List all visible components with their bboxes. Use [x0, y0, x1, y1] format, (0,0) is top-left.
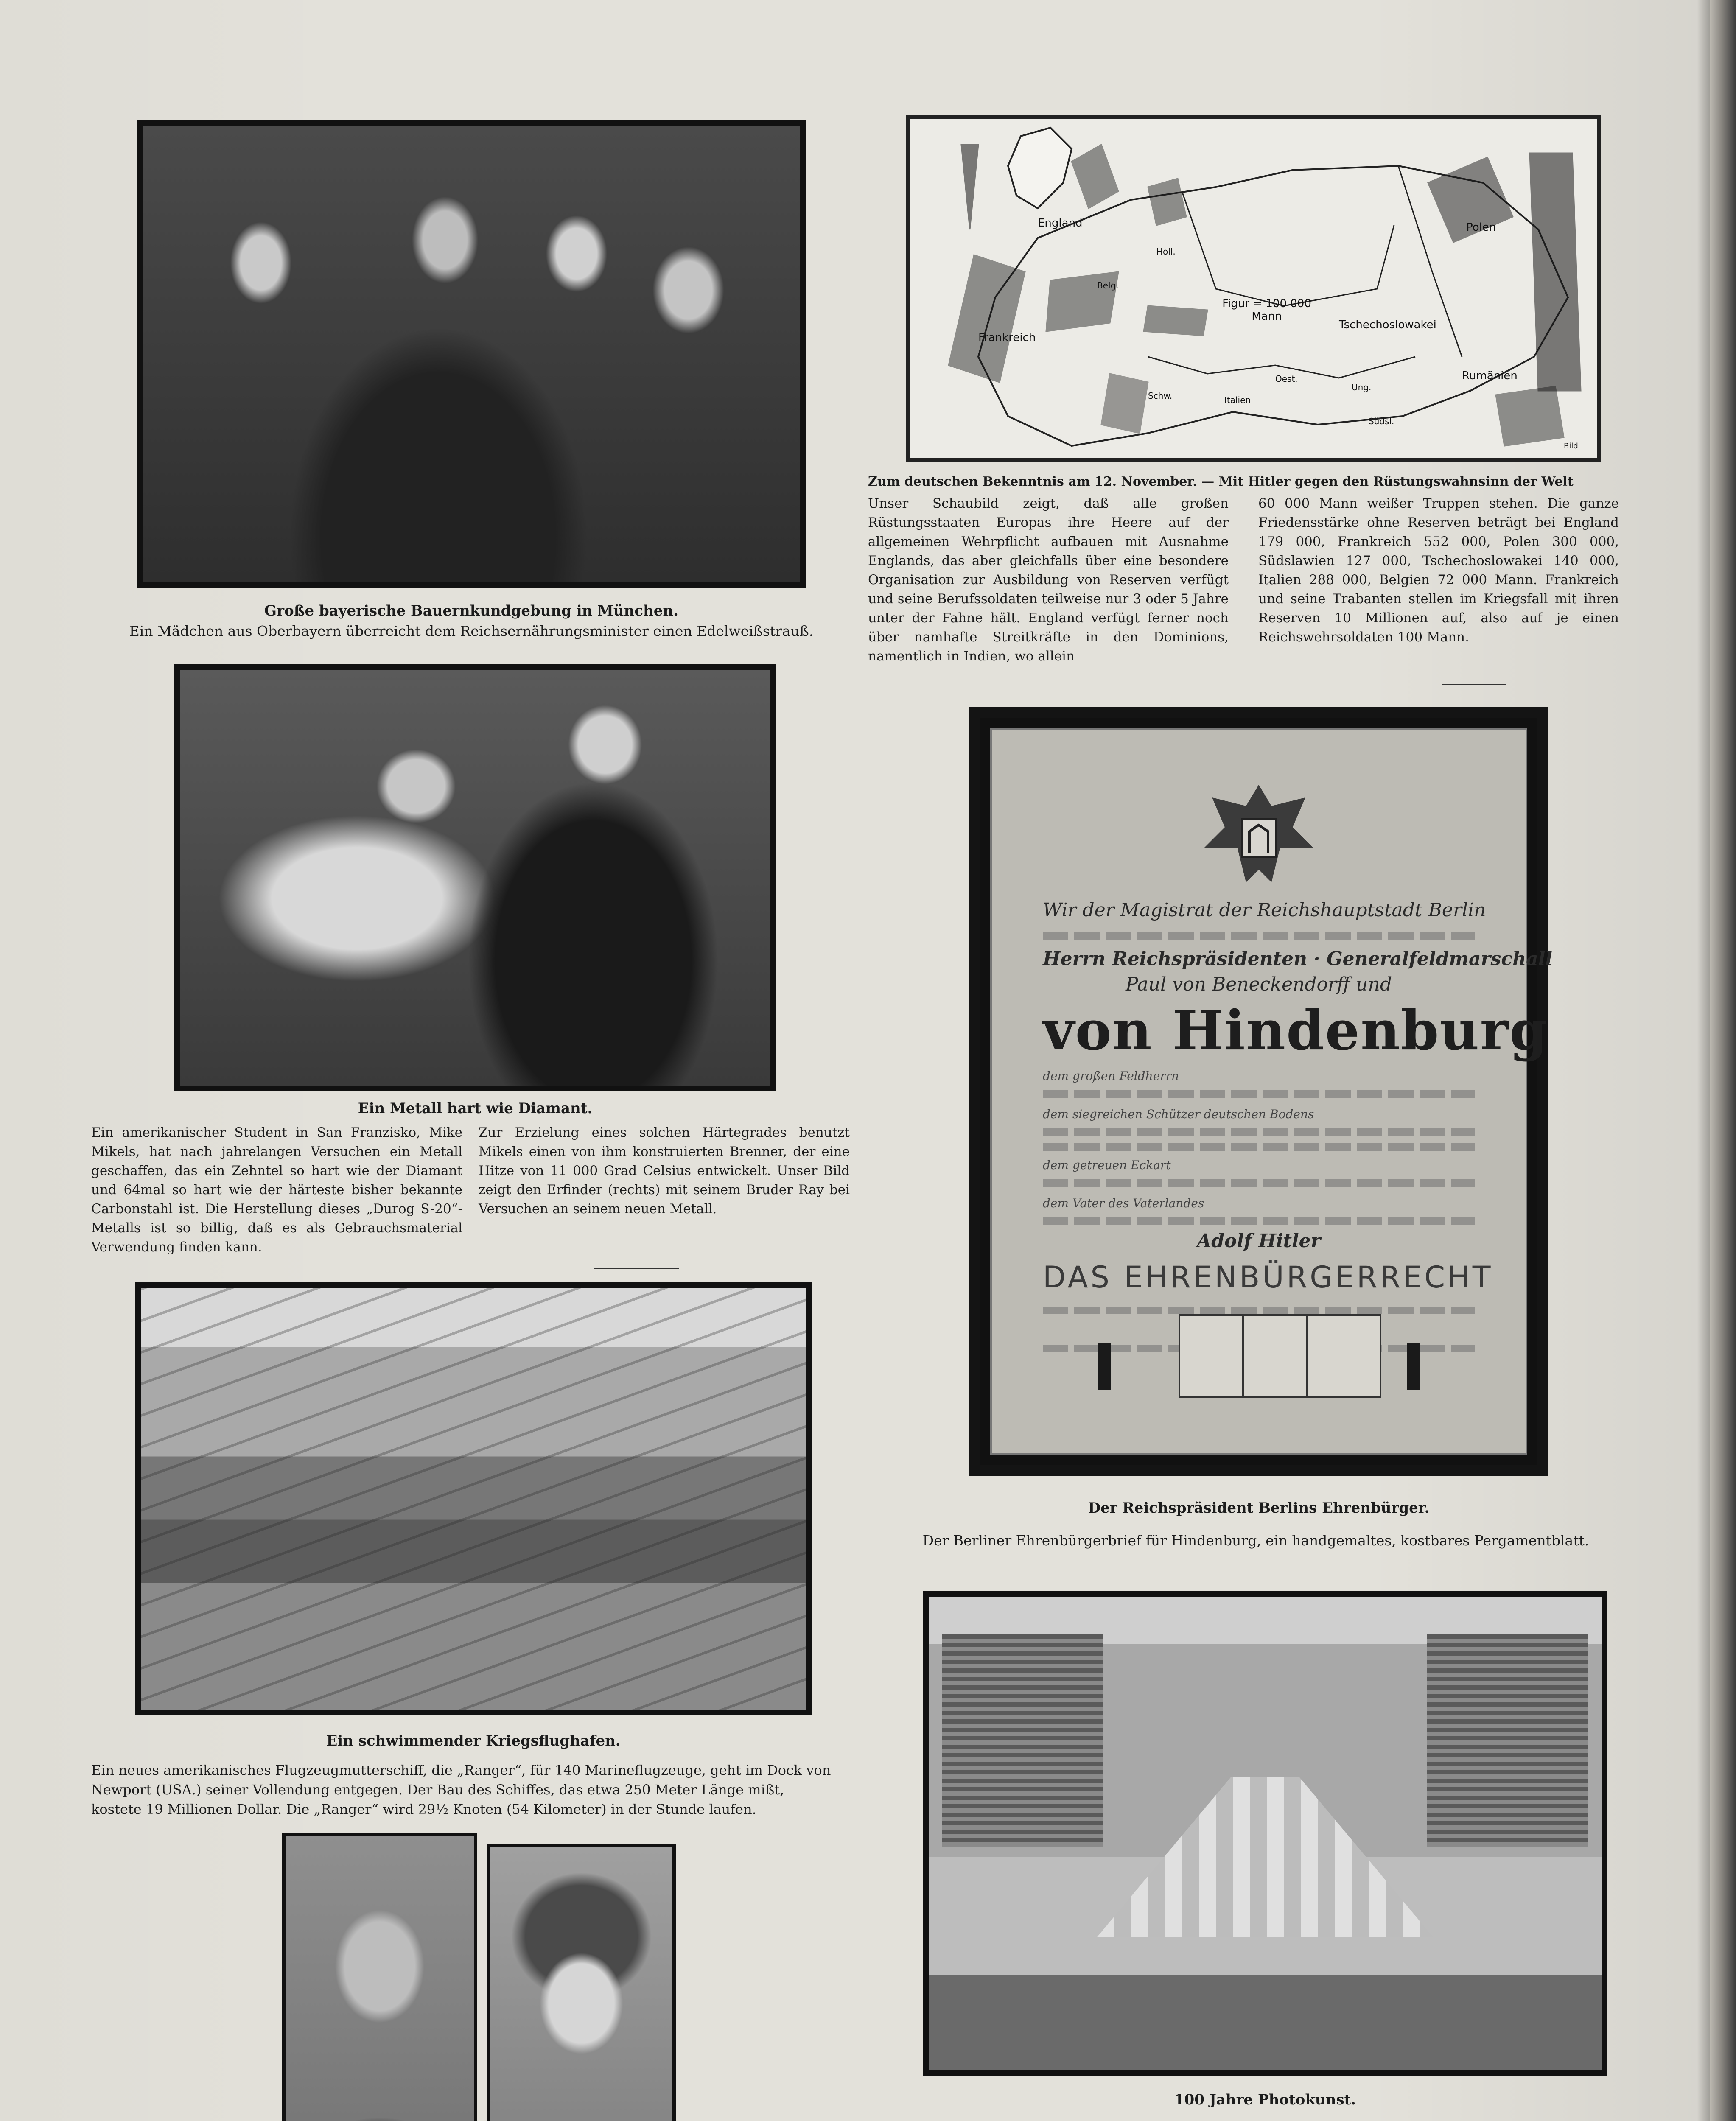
map-label-figur: Figur = 100 000 Mann: [1222, 297, 1311, 323]
cert-magistrat: Wir der Magistrat der Reichshauptstadt Berlin: [1043, 899, 1486, 921]
bekenntnis-text-col1: Unser Schaubild zeigt, daß alle großen Rüstungsstaaten Europas ihre Heere auf der allgemeinen Wehrpflicht aufbauen mit Ausnahme Englands, das aber gleichfalls über eine besondere Organisation zur Ausbildung von Reserven verfügt und seine Berufssoldaten teilweise nur 3 oder 5 Jahre unter der Fahne hält. England verfügt ferner noch über namhafte Streitkräfte in den Dominions, namentlich in Indien, wo allein: [868, 496, 1229, 664]
ribbon-right: [1407, 1343, 1420, 1390]
adjacent-page-edge: [1710, 0, 1736, 2121]
crowd-image: [143, 126, 800, 582]
map-label-frankreich: Frankreich: [978, 331, 1036, 344]
photo-flughafen: [135, 1282, 812, 1715]
caption-title-metall: Ein Metall hart wie Diamant.: [358, 1100, 593, 1117]
cert-feldherrn: dem großen Feldherrn: [1043, 1069, 1179, 1083]
map-label-belg: Belg.: [1097, 280, 1119, 291]
metall-text-col2: Zur Erzielung eines solchen Härtegrades benutzt Mikels einen von ihm konstruierten Brenner, der eine Hitze von 11 000 Grad Celsius entwickelt. Unser Bild zeigt den Erfinder (rechts) mit seinem Bruder Ray bei Versuchen an seinem neuen Metall.: [479, 1125, 850, 1217]
photo-ehrenbuergerbrief: [969, 707, 1553, 1476]
cert-text-line: [1043, 1179, 1475, 1187]
caption-flughafen-line2: Newport (USA.) seiner Vollendung entgegen. Der Bau des Schiffes, das etwa 250 Meter Länge mißt,: [91, 1782, 784, 1798]
divider-metall: [594, 1268, 679, 1269]
berlin-eagle-crest-icon: [1195, 772, 1322, 899]
cert-text-line: [1043, 1143, 1475, 1151]
caption-title-bauern: Große bayerische Bauernkundgebung in München.: [264, 602, 678, 619]
cert-text-line: [1043, 1217, 1475, 1225]
caption-title-flughafen: Ein schwimmender Kriegsflughafen.: [326, 1732, 621, 1749]
map-signature: Bild: [1564, 442, 1578, 451]
portrait-man-image: [286, 1836, 474, 2121]
seal-right-icon: [1306, 1314, 1381, 1398]
cert-text-line: [1043, 1090, 1475, 1098]
map-label-rumaenien: Rumänien: [1462, 369, 1518, 382]
cert-hindenburg: von Hindenburg: [1043, 999, 1548, 1063]
cert-paul-von: Paul von Beneckendorff und: [1125, 974, 1392, 995]
metall-text-col1: Ein amerikanischer Student in San Franzisko, Mike Mikels, hat nach jahrelangen Versuchen ein Metall geschaffen, das ein Zehntel so hart wie der Diamant und 64mal so hart wie der härteste bisher bekannte Carbonstahl ist. Die Herstellung dieses „Durog S-20“-Metalls ist so billig, daß es als Gebrauchsmaterial Verwendung finden kann.: [91, 1125, 462, 1255]
hall-panel-left: [942, 1634, 1104, 1847]
cert-text-line: [1043, 1307, 1475, 1314]
caption-flughafen-line1: Ein neues amerikanisches Flugzeugmutterschiff, die „Ranger“, für 140 Marineflugzeuge, geht im Dock von: [91, 1762, 831, 1778]
portrait-woman-image: [490, 1847, 672, 2121]
map-label-sudsl: Südsl.: [1369, 416, 1394, 426]
map-label-schw: Schw.: [1148, 391, 1173, 401]
bekenntnis-text-col2: 60 000 Mann weißer Truppen stehen. Die ganze Friedensstärke ohne Reserven beträgt bei England 179 000, Frankreich 552 000, Polen 300 000, Südslawien 127 000, Tschechoslowakei 140 000, Italien 288 000, Belgien 72 000 Mann. Frankreich und seine Trabanten stellen im Kriegsfall mit ihren Reserven 10 Millionen auf, also auf je einen Reichswehrsoldaten 100 Mann.: [1258, 496, 1619, 645]
map-label-oest: Oest.: [1275, 374, 1298, 384]
cert-text-line: [1043, 932, 1475, 940]
map-label-england: England: [1038, 217, 1083, 229]
ribbon-left: [1098, 1343, 1111, 1390]
divider-bekenntnis: [1442, 684, 1506, 685]
caption-bauern: Ein Mädchen aus Oberbayern überreicht dem Reichsernährungsminister einen Edelweißstrauß.: [129, 623, 814, 639]
map-label-ung: Ung.: [1352, 382, 1372, 392]
photo-bauernkundgebung: [137, 120, 806, 588]
caption-title-photokunst: 100 Jahre Photokunst.: [1174, 2091, 1356, 2108]
cert-ehrenbuergerrecht: DAS EHRENBÜRGERRECHT: [1043, 1260, 1493, 1295]
map-label-holl: Holl.: [1156, 246, 1176, 257]
photo-koenig-carol: [282, 1833, 477, 2121]
map-label-italien: Italien: [1224, 395, 1251, 405]
photo-metall: [174, 664, 776, 1091]
certificate-parchment: [990, 728, 1553, 1455]
cert-adolf-hitler: Adolf Hitler: [1197, 1230, 1321, 1252]
caption-ehrenbuerger: Der Berliner Ehrenbürgerbrief für Hindenburg, ein handgemaltes, kostbares Pergamentblatt.: [922, 1532, 1589, 1549]
europe-map-graphic: [910, 119, 1597, 458]
caption-flughafen-line3: kostete 19 Millionen Dollar. Die „Ranger“ wird 29½ Knoten (54 Kilometer) in der Stunde laufen.: [91, 1801, 756, 1817]
cert-eckart: dem getreuen Eckart: [1043, 1158, 1171, 1172]
dock-rail-lines: [141, 1288, 806, 1710]
lab-image: [180, 670, 770, 1086]
map-label-tschecho: Tschechoslowakei: [1339, 319, 1436, 331]
cert-vater: dem Vater des Vaterlandes: [1043, 1196, 1204, 1210]
cert-text-line: [1043, 1128, 1475, 1136]
hall-panel-right: [1427, 1634, 1588, 1847]
page-gutter-shadow: [1697, 0, 1710, 2121]
caption-title-ehrenbuerger: Der Reichspräsident Berlins Ehrenbürger.: [1088, 1500, 1430, 1517]
map-ruestung: [906, 115, 1601, 462]
photo-prinzessin-eudoxia: [487, 1844, 676, 2121]
heading-bekenntnis: Zum deutschen Bekenntnis am 12. November. — Mit Hitler gegen den Rüstungswahnsinn der Welt: [868, 474, 1574, 489]
cert-schuetzer: dem siegreichen Schützer deutschen Bodens: [1043, 1107, 1314, 1121]
cert-reichspraesident: Herrn Reichspräsidenten · Generalfeldmarschall: [1043, 948, 1553, 970]
photo-ehrenhalle: [923, 1591, 1607, 2076]
map-label-polen: Polen: [1466, 221, 1496, 234]
